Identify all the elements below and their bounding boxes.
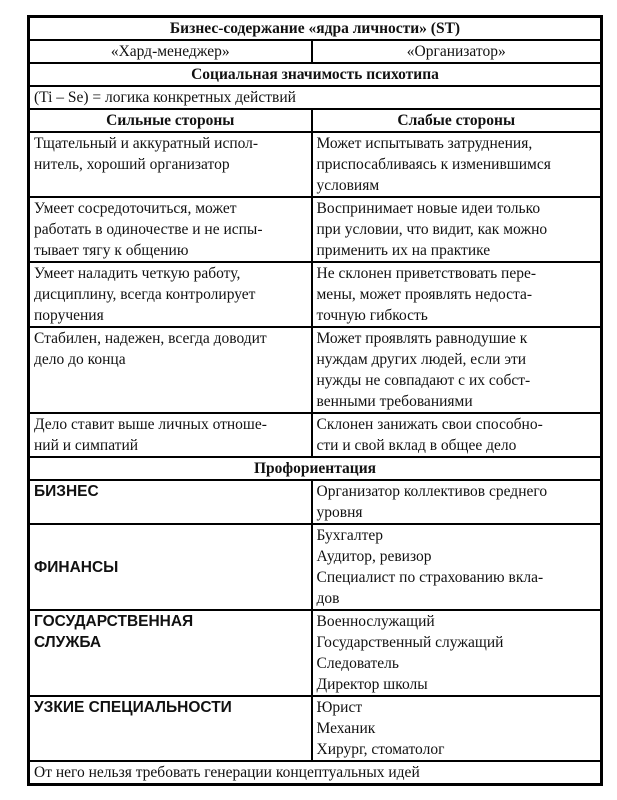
text-line: Тщательный и аккуратный испол- — [34, 135, 259, 152]
text-line: при условии, что видит, как можно — [316, 221, 548, 238]
area-cell — [29, 524, 312, 610]
jobs-cell — [312, 696, 602, 761]
text-line: тывает тягу к общению — [34, 242, 189, 259]
trait-row — [29, 197, 602, 262]
profession-row — [29, 610, 602, 696]
text-line: Может проявлять равнодушие к — [316, 330, 528, 347]
text-line: Не склонен приветствовать пере- — [316, 265, 536, 282]
job-item: Бухгалтер — [316, 527, 384, 544]
job-item: Военнослужащий — [316, 613, 435, 630]
text-line: Умеет наладить четкую работу, — [34, 265, 241, 282]
text-line: работать в одиночестве и не испы- — [34, 221, 263, 238]
text-line: дисциплину, всегда контролирует — [34, 286, 256, 303]
weak-cell — [312, 197, 602, 262]
text-line: Дело ставит выше личных отноше- — [34, 416, 267, 433]
text-line: Умеет сосредоточиться, может — [34, 200, 237, 217]
text-line: Стабилен, надежен, всегда доводит — [34, 330, 267, 347]
area-cell — [29, 480, 312, 524]
job-item: Механик — [316, 720, 376, 737]
trait-row — [29, 132, 602, 197]
text-line: ний и симпатий — [34, 437, 139, 454]
job-item: Хирург, стоматолог — [316, 741, 445, 758]
job-item: Организатор коллективов среднего — [316, 483, 548, 500]
prof-heading: Профориентация — [29, 457, 602, 480]
job-item: Юрист — [316, 699, 363, 716]
text-line: точную гибкость — [316, 307, 428, 324]
weak-cell — [312, 327, 602, 413]
footer-note: От него нельзя требовать генерации концептуальных идей — [29, 761, 602, 785]
weak-cell — [312, 262, 602, 327]
profession-row — [29, 696, 602, 761]
jobs-cell — [312, 524, 602, 610]
text-line: нитель, хороший организатор — [34, 156, 230, 173]
job-item: Специалист по страхованию вкла- — [316, 569, 544, 586]
area-label: СЛУЖБА — [34, 634, 102, 651]
text-line: применить их на практике — [316, 242, 491, 259]
text-line: поручения — [34, 307, 104, 324]
types-row — [29, 40, 602, 63]
table-title: Бизнес-содержание «ядра личности» (ST) — [29, 17, 602, 41]
area-label: УЗКИЕ СПЕЦИАЛЬНОСТИ — [34, 699, 232, 716]
text-line: условиям — [316, 177, 380, 194]
business-content-table — [27, 15, 603, 786]
trait-row — [29, 413, 602, 457]
strong-cell — [29, 413, 312, 457]
profession-row — [29, 480, 602, 524]
job-item: Аудитор, ревизор — [316, 548, 432, 565]
jobs-cell — [312, 610, 602, 696]
profession-row — [29, 524, 602, 610]
job-item: Следователь — [316, 655, 399, 672]
text-line: венными требованиями — [316, 393, 473, 410]
type-left: «Хард-менеджер» — [29, 40, 312, 63]
footer-row — [29, 761, 602, 785]
weak-cell — [312, 413, 602, 457]
area-label: ГОСУДАРСТВЕННАЯ — [34, 613, 194, 630]
columns-header-row — [29, 109, 602, 132]
area-label: БИЗНЕС — [34, 483, 99, 500]
text-line: приспосабливаясь к изменившимся — [316, 156, 551, 173]
strong-cell — [29, 262, 312, 327]
social-heading-row — [29, 63, 602, 86]
text-line: мены, может проявлять недоста- — [316, 286, 533, 303]
area-cell — [29, 610, 312, 696]
text-line: Воспринимает новые идеи только — [316, 200, 541, 217]
job-item: дов — [316, 590, 340, 607]
text-line: нужды не совпадают с их собст- — [316, 372, 531, 389]
function-row — [29, 86, 602, 109]
text-line: Склонен занижать свои способно- — [316, 416, 543, 433]
jobs-cell — [312, 480, 602, 524]
weak-column-header: Слабые стороны — [312, 109, 602, 132]
title-row — [29, 17, 602, 41]
function-line: (Ti – Se) = логика конкретных действий — [29, 86, 602, 109]
strong-cell — [29, 197, 312, 262]
area-cell — [29, 696, 312, 761]
job-item: Государственный служащий — [316, 634, 504, 651]
strong-column-header: Сильные стороны — [29, 109, 312, 132]
strong-cell — [29, 327, 312, 413]
prof-heading-row — [29, 457, 602, 480]
job-item: уровня — [316, 504, 363, 521]
text-line: Может испытывать затруднения, — [316, 135, 533, 152]
trait-row — [29, 327, 602, 413]
text-line: нуждам других людей, если эти — [316, 351, 527, 368]
area-label: ФИНАНСЫ — [34, 558, 119, 576]
text-line: дело до конца — [34, 351, 126, 368]
text-line: сти и свой вклад в общее дело — [316, 437, 517, 454]
social-heading: Социальная значимость психотипа — [29, 63, 602, 86]
weak-cell — [312, 132, 602, 197]
trait-row — [29, 262, 602, 327]
type-right: «Организатор» — [312, 40, 602, 63]
job-item: Директор школы — [316, 676, 428, 693]
strong-cell — [29, 132, 312, 197]
